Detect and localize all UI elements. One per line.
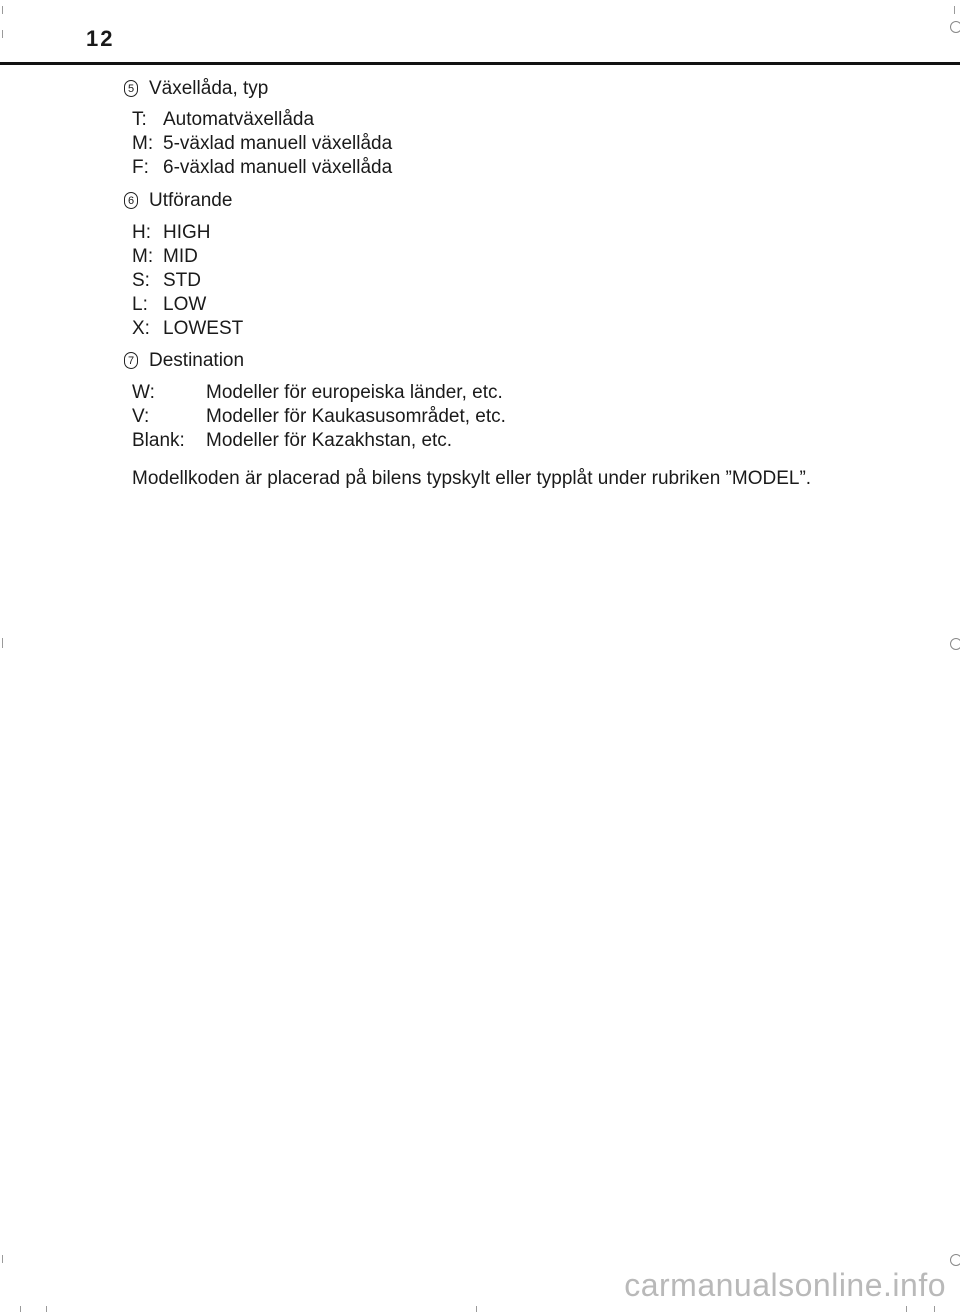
list-item — [132, 269, 243, 293]
section-heading-transmission — [124, 77, 268, 101]
circled-number-marker: 7 — [124, 352, 138, 369]
crop-mark — [906, 1306, 907, 1312]
header-rule — [0, 62, 960, 65]
list-item — [132, 293, 243, 317]
item-code: Blank: — [132, 430, 185, 451]
list-item — [132, 245, 243, 269]
crop-mark — [2, 30, 3, 38]
item-code: M: — [132, 133, 154, 154]
item-description: LOW — [163, 294, 207, 315]
item-code: S: — [132, 270, 150, 291]
item-description: MID — [163, 246, 198, 267]
section-heading-grade — [124, 189, 232, 213]
item-code: T: — [132, 109, 147, 130]
crop-mark — [934, 1306, 935, 1312]
item-description: Automatväxellåda — [163, 109, 315, 130]
crop-mark — [46, 1306, 47, 1312]
list-item — [132, 108, 392, 132]
page-number: 12 — [86, 26, 115, 51]
crop-mark — [20, 1306, 21, 1312]
registration-mark-icon — [950, 638, 960, 650]
item-description: HIGH — [163, 222, 211, 243]
transmission-code-list — [132, 108, 392, 180]
item-description: 5-växlad manuell växellåda — [163, 133, 393, 154]
item-description: 6-växlad manuell växellåda — [163, 157, 393, 178]
item-code: H: — [132, 222, 151, 243]
heading-text: Växellåda, typ — [149, 78, 269, 99]
grade-code-list — [132, 221, 243, 341]
item-description: Modeller för Kaukasusområdet, etc. — [206, 406, 506, 427]
crop-mark — [2, 638, 3, 648]
item-description: Modeller för europeiska länder, etc. — [206, 382, 503, 403]
heading-text: Utförande — [149, 190, 233, 211]
crop-mark — [954, 6, 955, 14]
item-code: M: — [132, 246, 154, 267]
list-item — [132, 221, 243, 245]
crop-mark — [2, 6, 3, 14]
model-code-note: Modellkoden är placerad på bilens typskylt eller typplåt under rubriken ”MODEL”. — [132, 468, 812, 489]
item-description: LOWEST — [163, 318, 244, 339]
list-item — [132, 405, 506, 429]
item-code: L: — [132, 294, 148, 315]
item-code: X: — [132, 318, 150, 339]
section-heading-destination — [124, 349, 244, 373]
circled-number-marker: 6 — [124, 192, 138, 209]
item-description: STD — [163, 270, 201, 291]
watermark-text: carmanualsonline.info — [624, 1267, 946, 1303]
item-code: W: — [132, 382, 155, 403]
destination-code-list — [132, 381, 506, 453]
list-item — [132, 429, 506, 453]
circled-number-marker: 5 — [124, 80, 138, 97]
list-item — [132, 317, 243, 341]
registration-mark-icon — [950, 21, 960, 33]
list-item — [132, 156, 392, 180]
item-code: F: — [132, 157, 149, 178]
heading-text: Destination — [149, 350, 245, 371]
list-item — [132, 132, 392, 156]
list-item — [132, 381, 506, 405]
registration-mark-icon — [950, 1254, 960, 1266]
item-description: Modeller för Kazakhstan, etc. — [206, 430, 453, 451]
item-code: V: — [132, 406, 150, 427]
crop-mark — [476, 1306, 477, 1312]
crop-mark — [2, 1255, 3, 1263]
